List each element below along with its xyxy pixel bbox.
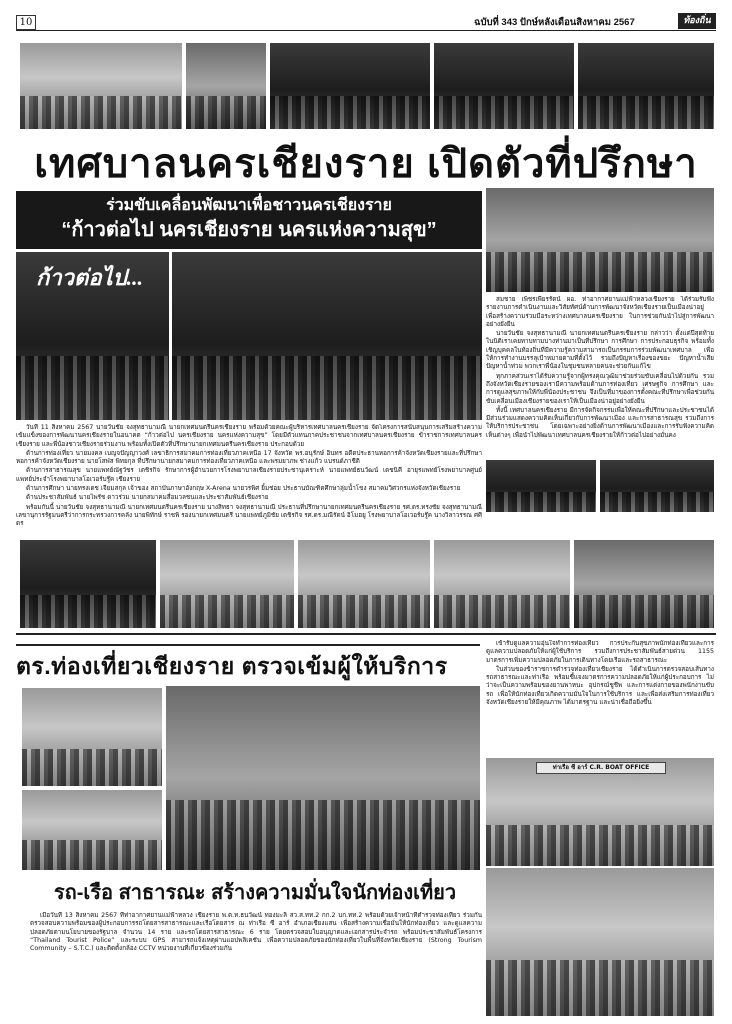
presentation-photo-2 [600,460,714,512]
paragraph: สมชาย เพ็ชรเพียรรัตน์ ผอ. ท่าอากาศยานแม่ฟ้าหลวงเชียงราย ได้ร่วมรับฟังรายงานการดำเนินงานและวิสัยทัศน์ด้านการพัฒนาจังหวัดเชียงรายเป็นเมืองน่าอยู่ เพื่อสร้างความร่วมมือระหว่างเทศบาลนครเชียงราย ในการช่วยกันนำไปสู่การพัฒนาอย่างยั่งยืน [486,296,714,328]
article2-headline: ตร.ท่องเที่ยวเชียงราย ตรวจเข้มผู้ให้บริการ [16,644,480,686]
paragraph: ทุกภาคส่วนเราได้รับความรู้จากผู้ทรงคุณวุฒิมาช่วยร่วมขับเคลื่อนไปด้วยกัน รวมถึงจังหวัดเชียงรายของเรามีความพร้อมด้านการท่องเที่ยว เศรษฐกิจ การศึกษา และการดูแลสุขภาพให้กับพี่น้องประชาชน จึงเป็นที่มาของการตั้งคณะที่ปรึกษาเพื่อช่วยกันขับเคลื่อนเมืองเชียงรายของเราให้เป็นเมืองน่าอยู่อย่างยั่งยืน [486,372,714,405]
group-photo-main [172,252,482,420]
article1-subheadline-banner [16,191,482,249]
section-divider [16,633,716,635]
article2-caption: รถ-เรือ สาธารณะ สร้างความมั่นใจนักท่องเที่ยว [53,882,457,904]
paragraph: วันที่ 11 สิงหาคม 2567 นายวันชัย จงสุทธานามณี นายกเทศมนตรีนครเชียงราย พร้อมด้วยคณะผู้บริหารเทศบาลนครเชียงราย จัดโครงการสนับสนุนการเสริมสร้างความเข้มแข็งของการพัฒนานครเชียงรายในอนาคต “ก้าวต่อไป นครเชียงราย นครแห่งความสุข” โดยมีตัวแทนภาคประชาชนจากเทศบาลนครเชียงราย ข้าราชการเทศบาลนครเชียงราย และพี่น้องชาวเชียงรายร่วมงาน พร้อมทั้งเปิดตัวที่ปรึกษานายกเทศมนตรีนครเชียงราย ประกอบด้วย [16,424,482,448]
page-number: 10 [16,15,36,30]
article2-body-right [486,640,714,755]
police-group-photo [166,686,480,870]
speaker-photo-2 [20,540,156,628]
paragraph: พร้อมกันนี้ นายวันชัย จงสุทธานามณี นายกเทศมนตรีนครเชียงราย นางสิทธา จงสุทธานามณี ประธานที่ปรึกษานายกเทศมนตรีนครเชียงราย รศ.ดร.ทรงชัย จงสุทธานามณี เลขานุการรัฐมนตรีว่าการกระทรวงการคลัง นายพิทักษ์ ราชพิ รองนายกเทศมนตรี นายแพทย์ภูมิชัย เตชิรกิจ รศ.ดร.มณีรัตน์ อิโมฮยู โรงพยาบาลโอเวอร์บรู๊ค นางวิลาวรรณ ศศิ ดร [16,503,482,528]
audience-photo-3 [434,540,570,628]
article2-body-bottom [30,912,482,1016]
stage-overlay-text: ก้าวต่อไป... [36,265,144,290]
paragraph: ด้านการท่องเที่ยว นายมงคล เบญจปัญญาวงศ์ เลขาธิการสมาคมการท่องเที่ยวภาคเหนือ 17 จังหวัด พร.อนุรักษ์ อินทร อดีตประธานหอการค้าจังหวัดเชียงรายและที่ปรึกษาหอการค้าจังหวัดเชียงราย นายโสฬส พิทยกุล ที่ปรึกษานายกสมาคมการท่องเที่ยวภาคเหนือ และพรมยาภพ ช่างแก้ว แบรนด์ภาชีติ [16,449,482,466]
subheadline-line-2: “ก้าวต่อไป นครเชียงราย นครแห่งความสุข” [61,219,437,241]
issue-line: ฉบับที่ 343 ปักษ์หลังเดือนสิงหาคม 2567 [474,17,635,28]
boat-office-photo [486,758,714,866]
paragraph: นายวันชัย จงสุทธานามณี นายกเทศมนตรีนครเชียงราย กล่าวว่า ตั้งแต่ปีสุดท้ายในนิติเราเคยทาบทามบางท่านมาเป็นที่ปรึกษา การศึกษา การประกอบธุรกิจ พร้อมทั้งเชิญบุคคลในท้องถิ่นที่มีความรู้ความสามารถเป็นกรรมการร่วมพัฒนาเทศบาล เพื่อให้การทำงานบรรลุเป้าหมายตามที่ตั้งไว้ รวมถึงปัญหาเรื่องของขยะ ปัญหาน้ำเสีย ปัญหาน้ำท่วม พวกเราพี่น้องในชุมชนหลายคนจะช่วยกันแก้ไข [486,330,714,371]
police-photo-2 [22,790,162,870]
paragraph: ด้านการศึกษา นายทรงเดช เจียมสกุล เจ้าของ สถาบันภาษาอังกฤษ X-Arena นายวรพิศ ยิ้มช่อย ประธานบัณฑิตศึกษาลุ่มน้ำโขง สมาคมวิศวกรแห่งจังหวัดเชียงราย [26,485,461,493]
article1-body-left [16,424,482,536]
police-inspection-photo [486,868,714,1016]
paragraph: ด้านการสาธารณสุข นายแพทย์ณัฐวัชร เตชิรกิจ รักษาการผู้อำนวยการโรงพยาบาลเชียงรายประชานุเคราะห์ นายแพทย์ธนวัฒน์ เดชนิคี อายุรแพทย์โรงพยาบาลศูนย์ แพทย์ประจำโรงพยาบาลโอเวอร์บรู๊ค เชียงราย [16,467,482,483]
speaker-photo [16,252,169,420]
paragraph: เข้ารับดูแลความอุ่นใจทำการท่องเที่ยว การประกันสุขภาพนักท่องเที่ยวและการดูแลความปลอดภัยให้แก่ผู้ใช้บริการ รวมถึงการประชาสัมพันธ์สายด่วน 1155 มาตรการเพิ่มความปลอดภัยในการเดินทางโดยเรือและรถสาธารณะ [486,640,714,664]
group-photo-stage [486,188,714,292]
paragraph: ด้านประชาสัมพันธ์ นายไพรัช ดาวร่วม นายกสมาคมสื่อมวลชนและประชาสัมพันธ์เชียงราย [26,494,269,502]
newspaper-logo: ท้องถิ่น [678,13,716,29]
event-photo-5 [578,43,714,129]
article1-body-right [486,296,714,456]
paragraph: ในส่วนของข้าราชการตำรวจท่องเที่ยวเชียงราย ได้ดำเนินการตรวจสอบเส้นทางรถสาธารณะและท่าเรือ พร้อมชี้แจงมาตรการความปลอดภัยให้แก่ผู้ประกอบการ ไม่ว่าจะเป็นความพร้อมของยานพาหนะ อุปกรณ์ชูชีพ และการแต่งกายของพนักงานขับรถ เพื่อให้นักท่องเที่ยวเกิดความมั่นใจในการใช้บริการ และเพื่อส่งเสริมการท่องเที่ยวจังหวัดเชียงรายให้มีคุณภาพ ได้มาตรฐาน และน่าเชื่อถือยิ่งขึ้น [486,665,714,707]
article1-headline: เทศบาลนครเชียงราย เปิดตัวที่ปรึกษา [34,142,698,186]
boat-office-sign: ท่าเรือ ซี อาร์ C.R. BOAT OFFICE [536,762,666,774]
paragraph: ทั้งนี้ เทศบาลนครเชียงราย มีการจัดกิจกรรมเพื่อให้คณะที่ปรึกษาและประชาชนได้มีส่วนร่วมแสดงความคิดเห็นเกี่ยวกับการพัฒนาเมือง และการสาธารณสุข รวมถึงการให้บริการประชาชน โดยเฉพาะอย่างยิ่งด้านการพัฒนาเมืองและการรับฟังความคิดเห็นต่างๆ เพื่อนำไปพัฒนาเทศบาลนครเชียงรายให้ก้าวต่อไปอย่างมั่นคง [486,406,714,439]
police-photo-1 [22,688,162,786]
event-photo-3 [270,43,430,129]
event-photo-4 [434,43,574,129]
event-photo-2 [186,43,266,129]
audience-photo-4 [574,540,714,628]
subheadline-line-1: ร่วมขับเคลื่อนพัฒนาเพื่อชาวนครเชียงราย [106,197,392,214]
event-photo-1 [20,43,182,129]
audience-photo-1 [160,540,294,628]
audience-photo-2 [298,540,430,628]
paragraph: เมื่อวันที่ 13 สิงหาคม 2567 ที่ท่าอากาศยานแม่ฟ้าหลวง เชียงราย พ.ต.ท.ธนวัฒน์ ทองมะลิ สว.ส.ทท.2 กก.2 บก.ทท.2 พร้อมด้วยเจ้าหน้าที่ตำรวจท่องเที่ยว ร่วมกันตรวจสอบความพร้อมของผู้ประกอบการรถโดยสารสาธารณะและเรือโดยสาร ณ ท่าเรือ ซี อาร์ อำเภอเชียงแสน เพื่อสร้างความเชื่อมั่นให้นักท่องเที่ยว และดูแลความปลอดภัยตามนโยบายของรัฐบาล จำนวน 14 ราย และรถโดยสารสาธารณะ 6 ราย โดยตรวจสอบใบอนุญาตและเอกสารประจำรถ พร้อมประชาสัมพันธ์โครงการ “Thailand Tourist Police” และระบบ GPS สามารถแจ้งเหตุผ่านแอปพลิเคชัน เพื่อความปลอดภัยของนักท่องเที่ยวในพื้นที่จังหวัดเชียงราย (Strong Tourism Community – S.T.C.) และติดตั้งกล้อง CCTV หน่วยงานที่เกี่ยวข้องร่วมกัน [30,912,482,953]
presentation-photo-1 [486,460,596,512]
